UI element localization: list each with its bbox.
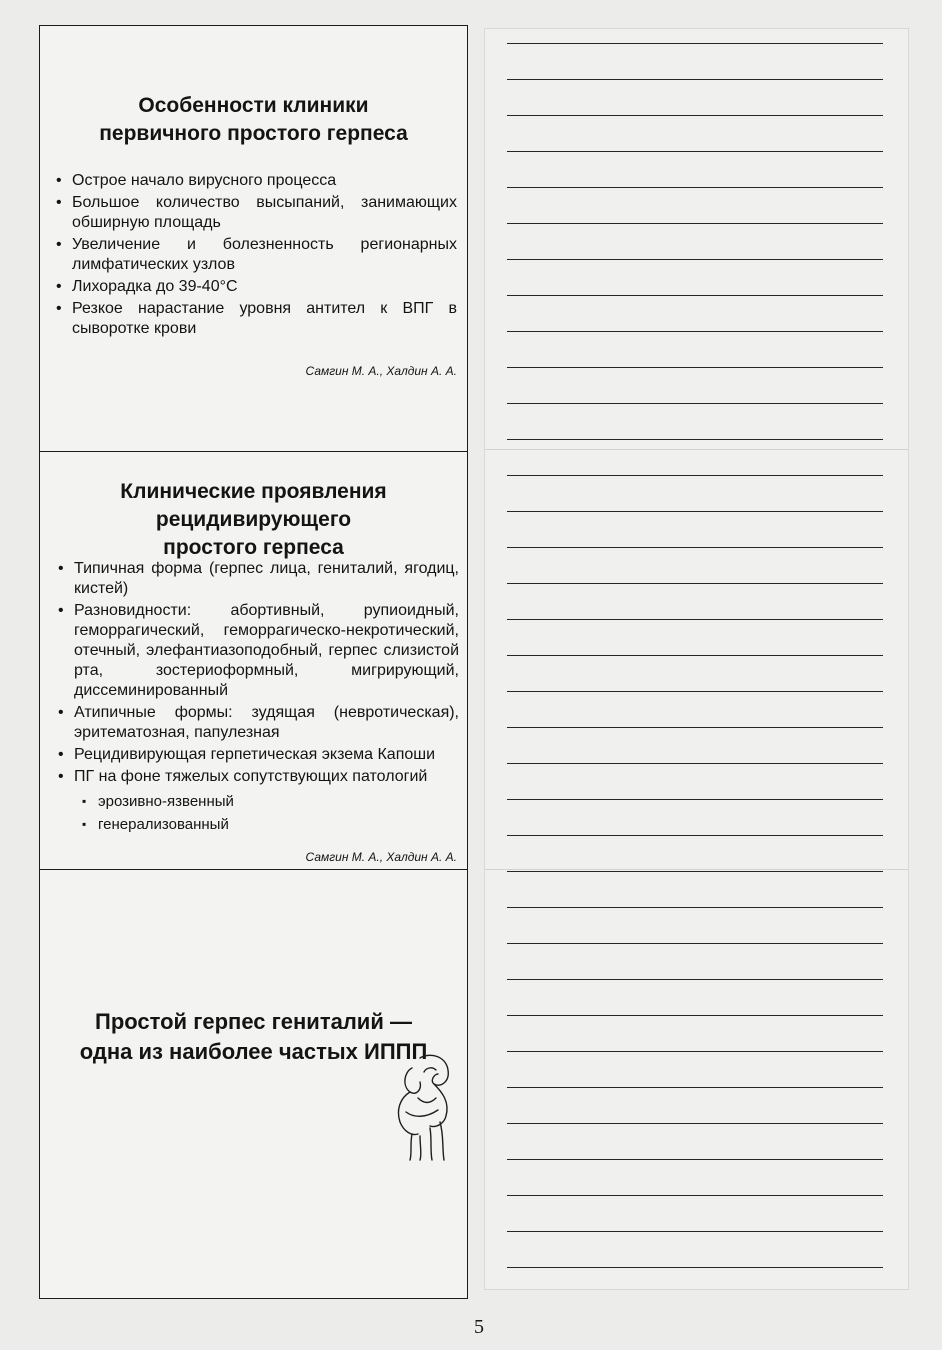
slide-recurrent-herpes <box>40 452 467 870</box>
note-line <box>507 1051 883 1052</box>
note-line <box>507 691 883 692</box>
list-item: • Разновидности: абортивный, рупиоидный, геморрагический, геморрагическо-некротический, отечный, элефантиазоподобный, герпес слизистой рта, зостериоформный, мигрирующий, диссеминированный <box>54 601 459 701</box>
note-line <box>507 79 883 80</box>
divider <box>485 869 908 870</box>
note-line <box>507 367 883 368</box>
note-line <box>507 835 883 836</box>
note-line <box>507 43 883 44</box>
list-item: • Увеличение и болезненность регионарных лимфатических узлов <box>52 235 457 275</box>
note-line <box>507 763 883 764</box>
list-item: • Большое количество высыпаний, занимающих обширную площадь <box>52 193 457 233</box>
list-item: • Типичная форма (герпес лица, гениталий, ягодиц, кистей) <box>54 559 459 599</box>
note-line <box>507 115 883 116</box>
slide-title-line: простого герпеса <box>163 536 344 559</box>
note-line <box>507 439 883 440</box>
list-item: • Острое начало вирусного процесса <box>52 171 457 191</box>
list-item <box>54 767 459 835</box>
slide-primary-herpes <box>40 26 467 452</box>
author-credit: Самгин М. А., Халдин А. А. <box>305 364 457 378</box>
note-line <box>507 475 883 476</box>
note-line <box>507 1123 883 1124</box>
note-line <box>507 1195 883 1196</box>
list-item: • Рецидивирующая герпетическая экзема Капоши <box>54 745 459 765</box>
note-line <box>507 583 883 584</box>
slide-title-line: первичного простого герпеса <box>99 122 408 145</box>
note-line <box>507 223 883 224</box>
sub-list-item: ▪ эрозивно-язвенный <box>74 791 459 812</box>
list-item: • Лихорадка до 39-40°С <box>52 277 457 297</box>
note-line <box>507 187 883 188</box>
sub-list-item: ▪ генерализованный <box>74 814 459 835</box>
note-line <box>507 1087 883 1088</box>
note-line <box>507 727 883 728</box>
note-line <box>507 619 883 620</box>
note-line <box>507 547 883 548</box>
note-line <box>507 511 883 512</box>
slide-title <box>40 92 467 148</box>
slide-title-line: Клинические проявления <box>120 480 387 503</box>
list-item: • Резкое нарастание уровня антител к ВПГ в сыворотке крови <box>52 299 457 339</box>
note-line <box>507 655 883 656</box>
note-line <box>507 1159 883 1160</box>
note-line <box>507 1267 883 1268</box>
note-line <box>507 943 883 944</box>
note-line <box>507 1015 883 1016</box>
note-line <box>507 151 883 152</box>
page-number: 5 <box>474 1316 484 1338</box>
note-line <box>507 871 883 872</box>
sub-bullet-list <box>74 791 459 835</box>
list-item: • Атипичные формы: зудящая (невротическая), эритематозная, папулезная <box>54 703 459 743</box>
slide-title-line: Особенности клиники <box>138 94 369 117</box>
note-line <box>507 907 883 908</box>
slide-title <box>40 478 467 562</box>
note-line <box>507 259 883 260</box>
embracing-couple-icon <box>390 1052 462 1162</box>
note-line <box>507 979 883 980</box>
slide-title-line: Простой герпес гениталий — <box>95 1009 412 1034</box>
bullet-list <box>54 559 459 837</box>
notes-column <box>484 28 909 1290</box>
divider <box>485 449 908 450</box>
slide-title-line: рецидивирующего <box>155 508 352 531</box>
note-line <box>507 403 883 404</box>
slide-title-line: одна из наиболее частых ИППП <box>79 1039 428 1064</box>
note-line <box>507 799 883 800</box>
note-line <box>507 295 883 296</box>
note-line <box>507 1231 883 1232</box>
bullet-list <box>52 171 457 341</box>
note-line <box>507 331 883 332</box>
author-credit: Самгин М. А., Халдин А. А. <box>305 850 457 864</box>
list-item-text: ПГ на фоне тяжелых сопутствующих патологий <box>74 768 428 785</box>
